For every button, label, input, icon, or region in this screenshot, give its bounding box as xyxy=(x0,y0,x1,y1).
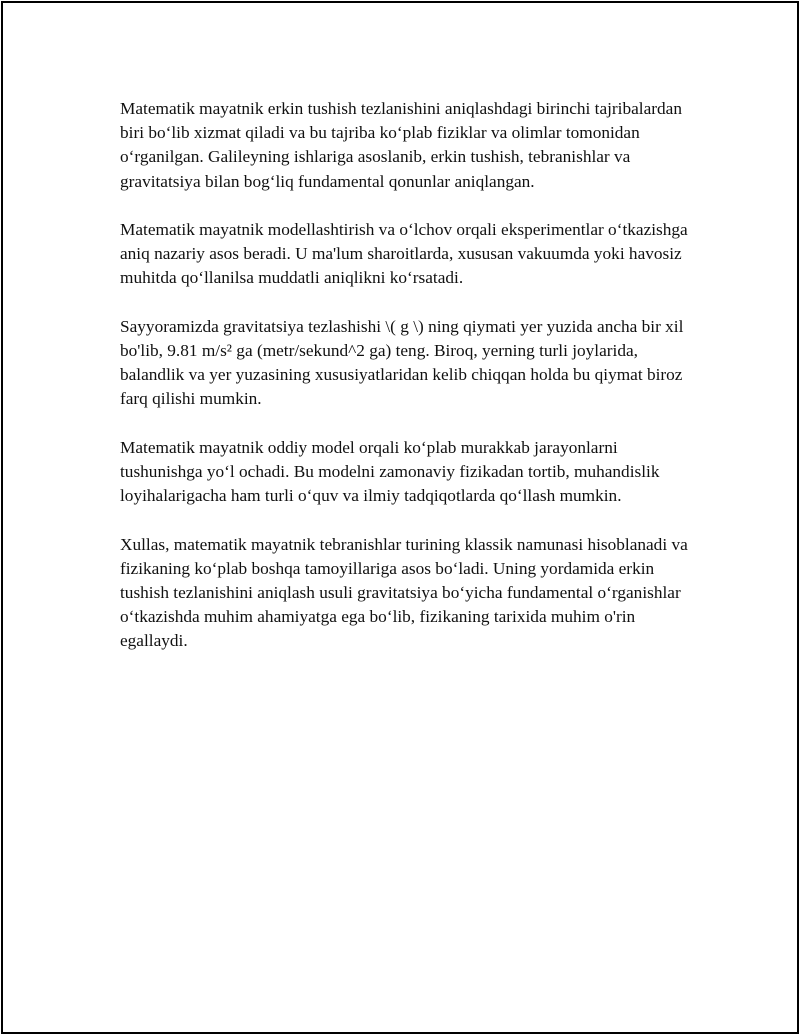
document-body xyxy=(120,97,700,654)
paragraph-1: Matematik mayatnik erkin tushish tezlanishini aniqlashdagi birinchi tajribalardan biri bo‘lib xizmat qiladi va bu tajriba ko‘plab fiziklar va olimlar tomonidan o‘rganilgan. Galileyning ishlariga asoslanib, erkin tushish, tebranishlar va gravitatsiya bilan bog‘liq fundamental qonunlar aniqlangan. xyxy=(120,99,682,191)
document-page xyxy=(1,1,799,1034)
paragraph-3: Sayyoramizda gravitatsiya tezlashishi \( g \) ning qiymati yer yuzida ancha bir xil bo'lib, 9.81 m/s² ga (metr/sekund^2 ga) teng. Biroq, yerning turli joylarida, balandlik va yer yuzasining xususiyatlaridan kelib chiqqan holda bu qiymat biroz farq qilishi mumkin. xyxy=(120,316,684,409)
paragraph-4: Matematik mayatnik oddiy model orqali ko‘plab murakkab jarayonlarni tushunishga yo‘l ochadi. Bu modelni zamonaviy fizikadan tortib, muhandislik loyihalarigacha ham turli o‘quv va ilmiy tadqiqotlarda qo‘llash mumkin. xyxy=(120,437,660,506)
paragraph-2: Matematik mayatnik modellashtirish va o‘lchov orqali eksperimentlar o‘tkazishga aniq nazariy asos beradi. U ma'lum sharoitlarda, xususan vakuumda yoki havosiz muhitda qo‘llanilsa muddatli aniqlikni ko‘rsatadi. xyxy=(120,220,688,288)
paragraph-5: Xullas, matematik mayatnik tebranishlar turining klassik namunasi hisoblanadi va fizikaning ko‘plab boshqa tamoyillariga asos bo‘ladi. Uning yordamida erkin tushish tezlanishini aniqlash usuli gravitatsiya bo‘yicha fundamental o‘rganishlar o‘tkazishda muhim ahamiyatga ega bo‘lib, fizikaning tarixida muhim o'rin egallaydi. xyxy=(120,534,688,651)
